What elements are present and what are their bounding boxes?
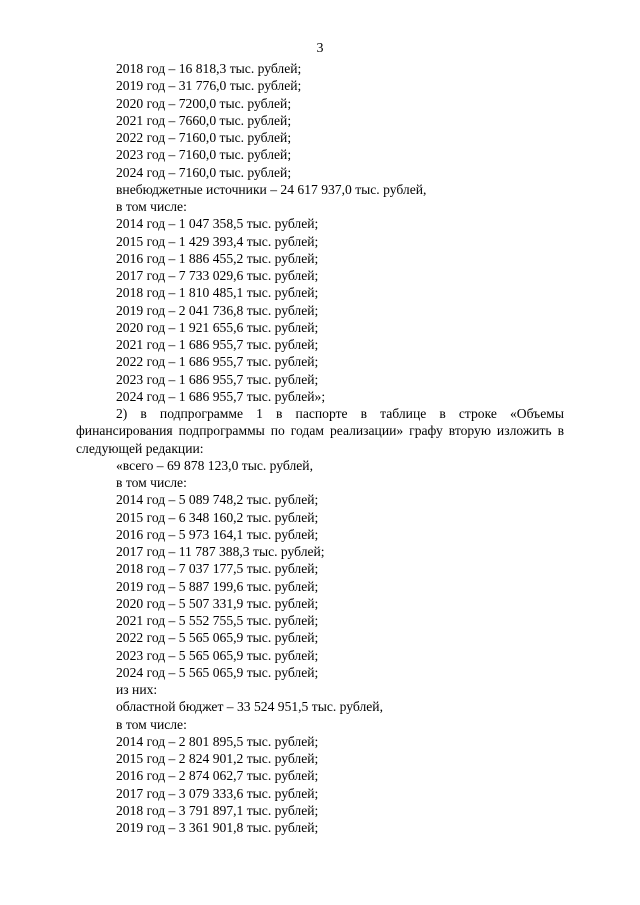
text-line: 2020 год – 5 507 331,9 тыс. рублей; (116, 595, 319, 611)
text-line: 2019 год – 5 887 199,6 тыс. рублей; (116, 578, 319, 594)
text-line: 2019 год – 31 776,0 тыс. рублей; (116, 78, 302, 94)
text-line: из них: (116, 682, 158, 697)
text-line: 2022 год – 1 686 955,7 тыс. рублей; (116, 354, 319, 370)
text-line: 2019 год – 3 361 901,8 тыс. рублей; (116, 820, 319, 835)
text-line: 2022 год – 7160,0 тыс. рублей; (116, 130, 292, 145)
text-line: 2018 год – 16 818,3 тыс. рублей; (116, 61, 302, 76)
text-line: в том числе: (116, 199, 187, 214)
text-line: 2024 год – 7160,0 тыс. рублей; (116, 164, 292, 180)
document-body (76, 60, 564, 836)
text-line: 2023 год – 1 686 955,7 тыс. рублей; (116, 371, 319, 387)
text-line: 2018 год – 1 810 485,1 тыс. рублей; (116, 285, 319, 301)
text-line: 2022 год – 5 565 065,9 тыс. рублей; (116, 630, 319, 646)
text-line: 2018 год – 3 791 897,1 тыс. рублей; (116, 802, 319, 818)
text-line: в том числе: (116, 475, 187, 490)
text-line: 2014 год – 5 089 748,2 тыс. рублей; (116, 492, 319, 508)
text-line: 2017 год – 3 079 333,6 тыс. рублей; (116, 785, 319, 801)
funding-list-extrabudgetary (76, 60, 564, 405)
text-line: 2019 год – 2 041 736,8 тыс. рублей; (116, 302, 319, 318)
text-line: 2021 год – 5 552 755,5 тыс. рублей; (116, 613, 319, 628)
text-line: 2017 год – 7 733 029,6 тыс. рублей; (116, 268, 319, 283)
text-line: 2021 год – 1 686 955,7 тыс. рублей; (116, 337, 319, 352)
text-line: 2020 год – 7200,0 тыс. рублей; (116, 95, 292, 111)
text-line: 2016 год – 5 973 164,1 тыс. рублей; (116, 526, 319, 542)
text-line: 2023 год – 5 565 065,9 тыс. рублей; (116, 647, 319, 663)
text-line: 2018 год – 7 037 177,5 тыс. рублей; (116, 561, 319, 577)
text-line: внебюджетные источники – 24 617 937,0 тыс. рублей, (116, 181, 427, 197)
text-line: 2014 год – 2 801 895,5 тыс. рублей; (116, 733, 319, 749)
text-line: 2024 год – 5 565 065,9 тыс. рублей; (116, 664, 319, 680)
text-line: 2024 год – 1 686 955,7 тыс. рублей»; (116, 388, 326, 404)
text-line: «всего – 69 878 123,0 тыс. рублей, (116, 457, 313, 473)
funding-list-subprogram1 (76, 457, 564, 837)
text-line: 2015 год – 1 429 393,4 тыс. рублей; (116, 233, 319, 249)
text-line: 2014 год – 1 047 358,5 тыс. рублей; (116, 216, 319, 232)
text-line: 2015 год – 6 348 160,2 тыс. рублей; (116, 509, 319, 525)
page-number: 3 (316, 41, 324, 56)
text-line: 2023 год – 7160,0 тыс. рублей; (116, 147, 292, 163)
text-line: 2016 год – 1 886 455,2 тыс. рублей; (116, 250, 319, 266)
text-line: областной бюджет – 33 524 951,5 тыс. рублей, (116, 699, 383, 715)
text-line: 2015 год – 2 824 901,2 тыс. рублей; (116, 751, 319, 766)
text-line: 2016 год – 2 874 062,7 тыс. рублей; (116, 768, 319, 784)
text-line: 2020 год – 1 921 655,6 тыс. рублей; (116, 319, 319, 335)
text-line: в том числе: (116, 716, 187, 732)
amendment-paragraph: 2) в подпрограмме 1 в паспорте в таблице в строке «Объемы финансирования подпрограммы по годам реализации» графу вторую изложить в следующей редакции: (76, 406, 564, 456)
text-line: 2021 год – 7660,0 тыс. рублей; (116, 112, 292, 128)
text-line: 2017 год – 11 787 388,3 тыс. рублей; (116, 544, 325, 559)
